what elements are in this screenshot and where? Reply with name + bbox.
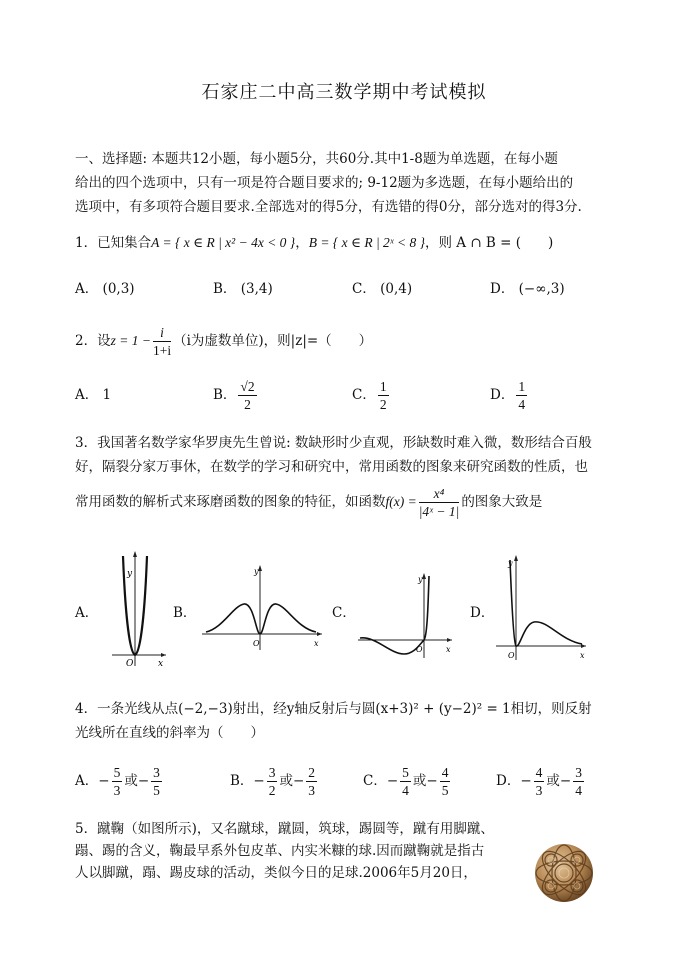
q1-stem <box>75 234 553 252</box>
q3-option-b-label[interactable]: B． <box>173 605 197 621</box>
q1-set-a: A = { x ∈ R | x² − 4x < 0 } <box>151 235 296 250</box>
q4-option-a[interactable]: A．− $\frac{5}{3}$ 或− $\frac{3}{5}$ <box>75 765 160 798</box>
svg-text:O: O <box>253 639 260 648</box>
q3-option-d-label[interactable]: D． <box>470 605 495 621</box>
intro-line-1: 一、选择题: 本题共12小题，每小题5分，共60分.其中1-8题为单选题，在每小题 <box>75 151 558 167</box>
intro-line-2: 给出的四个选项中，只有一项是符合题目要求的; 9-12题为多选题，在每小题给出的 <box>75 175 574 191</box>
q2-stem: 2．设z = 1 − $\frac{i}{1+i}$ （i为虚数单位)，则|z|=（ ） <box>75 325 373 358</box>
q4-option-d[interactable]: D．− $\frac{4}{3}$ 或− $\frac{3}{4}$ <box>496 765 582 798</box>
q2-fraction: $\frac{i}{1+i}$ <box>152 325 172 358</box>
q1-prefix: 1．已知集合 <box>75 235 152 251</box>
q2-option-c[interactable]: C． $\frac{1}{2}$ <box>352 379 387 412</box>
q2-option-a[interactable]: A． 1 <box>75 387 112 403</box>
q4-line-1: 4．一条光线从点(−2,−3)射出，经y轴反射后与圆(x+3)² + (y−2)² = 1相切，则反射 <box>75 701 592 717</box>
svg-text:y: y <box>254 567 259 576</box>
q1-sep: ， <box>295 235 309 251</box>
q3-option-a-label[interactable]: A． <box>75 605 99 621</box>
svg-text:x: x <box>446 645 451 654</box>
q4-line-2: 光线所在直线的斜率为（ ） <box>75 725 264 741</box>
q5-line-2: 蹋、踢的含义，鞠最早系外包皮革、内实米糠的球.因而蹴鞠就是指古 <box>75 843 485 859</box>
graph-a[interactable] <box>108 548 170 670</box>
q5-line-1: 5．蹴鞠（如图所示)，又名蹴球，蹴圆，筑球，踢圆等，蹴有用脚蹴、 <box>75 821 494 837</box>
q2-option-d[interactable]: D． $\frac{1}{4}$ <box>490 379 526 412</box>
q1-option-a[interactable]: A． (0,3) <box>75 281 135 297</box>
q2-option-b[interactable]: B． $\frac{√2}{2}$ <box>213 379 255 412</box>
graph-d[interactable] <box>494 552 590 664</box>
q1-option-c[interactable]: C． (0,4) <box>352 281 413 297</box>
svg-text:x: x <box>580 651 585 660</box>
svg-text:x: x <box>314 639 319 648</box>
graph-c[interactable] <box>356 570 456 662</box>
page-title: 石家庄二中高三数学期中考试模拟 <box>201 82 487 103</box>
q1-set-b: B = { x ∈ R | 2ˣ < 8 } <box>308 235 425 250</box>
q3-option-c-label[interactable]: C． <box>332 605 356 621</box>
svg-text:y: y <box>127 569 133 579</box>
svg-text:O: O <box>416 645 423 654</box>
svg-text:y: y <box>418 575 423 584</box>
q1-option-d[interactable]: D． (−∞,3) <box>490 281 565 297</box>
svg-text:x: x <box>158 659 164 669</box>
q1-suffix: ，则 A ∩ B = ( ) <box>424 235 554 251</box>
q3-line-2: 好，隔裂分家万事休，在数学的学习和研究中，常用函数的图象来研究函数的性质，也 <box>75 459 588 475</box>
svg-text:y: y <box>508 559 513 568</box>
q4-option-b[interactable]: B．− $\frac{3}{2}$ 或− $\frac{2}{3}$ <box>230 765 316 798</box>
q3-line-3: 常用函数的解析式来琢磨函数的图象的特征，如函数f(x) = $\frac{\text{x⁴}}{\text{|4ˣ − 1|}}$ 的图象大致是 <box>75 486 543 519</box>
svg-text:O: O <box>508 651 515 660</box>
cuju-ball-image <box>533 842 595 904</box>
q4-option-c[interactable]: C．− $\frac{5}{4}$ 或− $\frac{4}{5}$ <box>363 765 449 798</box>
q3-line-1: 3．我国著名数学家华罗庚先生曾说: 数缺形时少直观，形缺数时难入微，数形结合百般 <box>75 435 592 451</box>
intro-line-3: 选项中，有多项符合题目要求.全部选对的得5分，有选错的得0分，部分选对的得3分. <box>75 199 582 215</box>
graph-b[interactable] <box>198 562 326 654</box>
q5-line-3: 人以脚蹴，蹋、踢皮球的活动，类似今日的足球.2006年5月20日， <box>75 865 477 881</box>
svg-text:O: O <box>126 659 134 669</box>
q1-option-b[interactable]: B． (3,4) <box>213 281 273 297</box>
